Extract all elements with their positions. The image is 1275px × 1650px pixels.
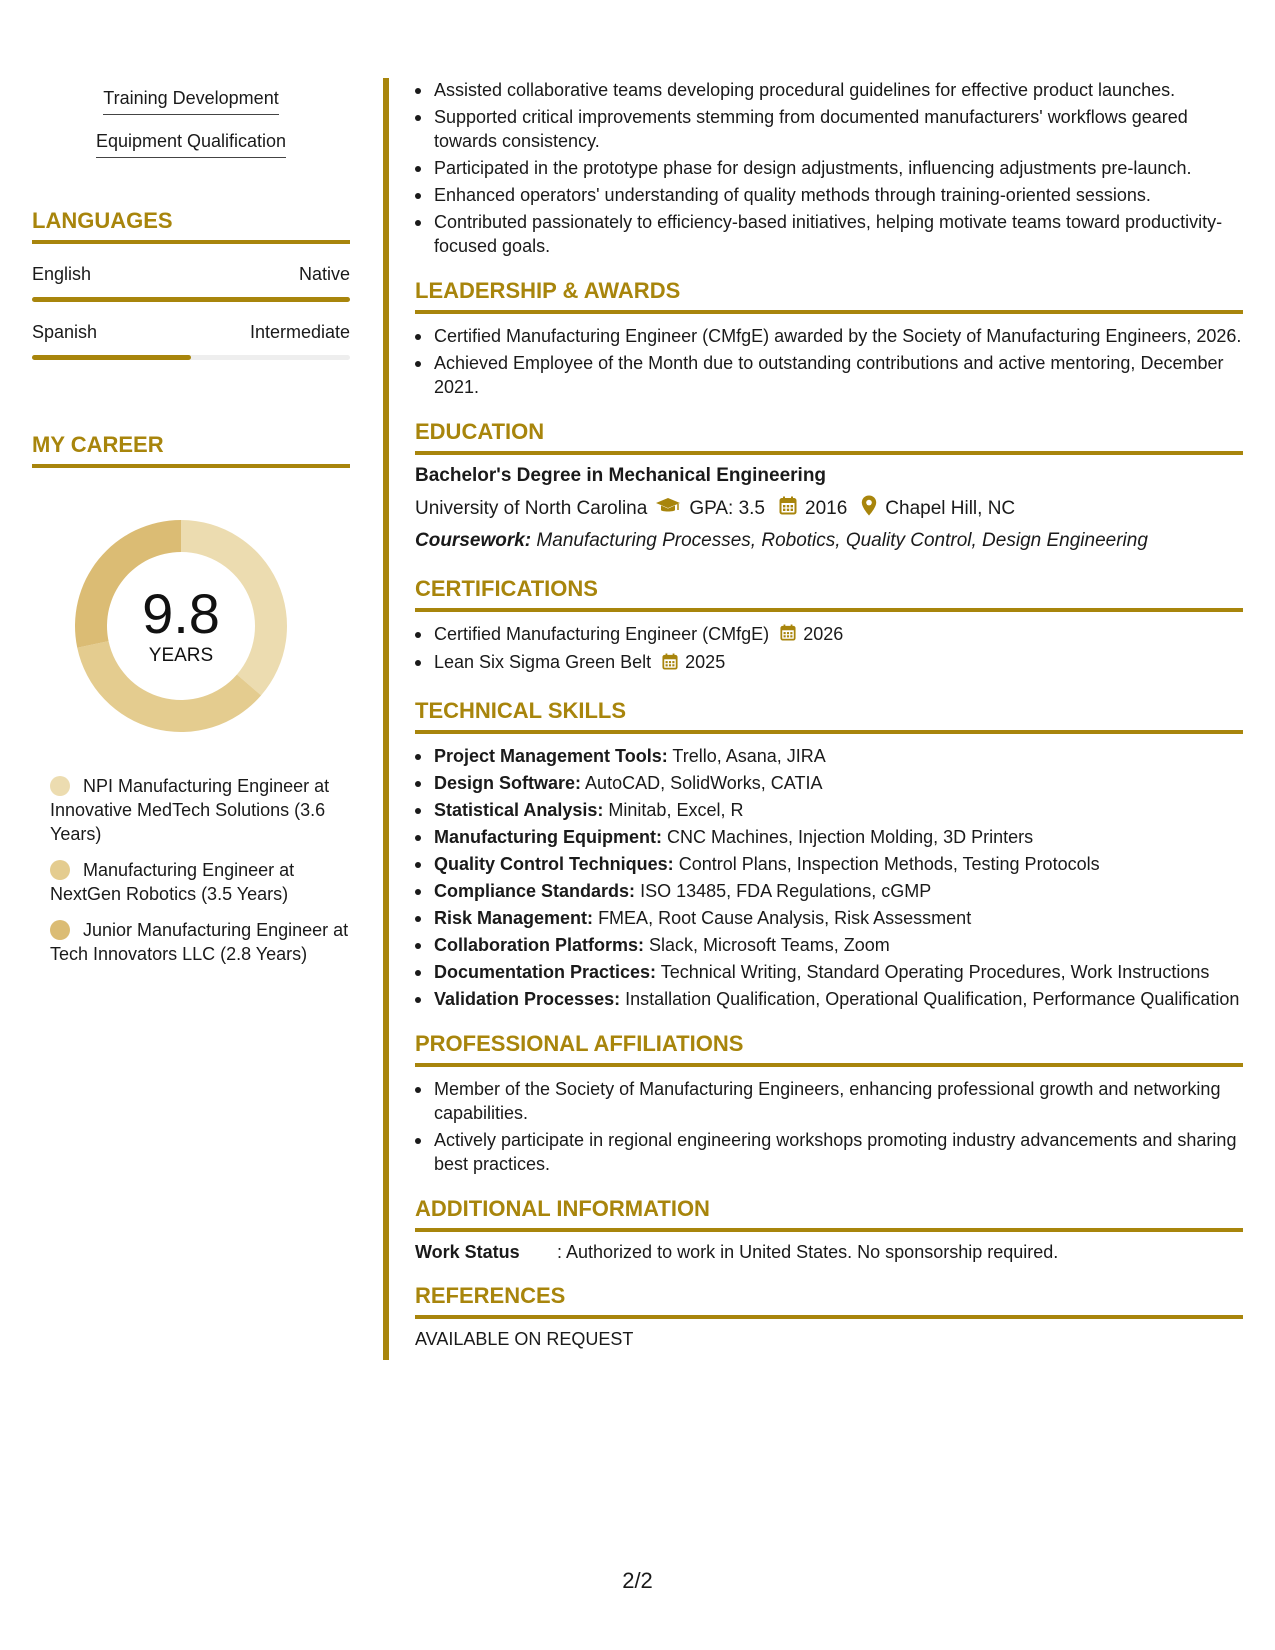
work-status-label: Work Status (415, 1241, 520, 1262)
language-item (32, 322, 350, 360)
additional-info-heading: ADDITIONAL INFORMATION (415, 1196, 1243, 1232)
language-proficiency-bar (32, 355, 350, 360)
affiliations-list (415, 1077, 1243, 1176)
skill-item (415, 744, 1243, 768)
skill-item (415, 798, 1243, 822)
skill-label: Design Software: (434, 772, 582, 793)
experience-bullet: Supported critical improvements stemming from documented manufacturers' workflows geared towards consistency. (415, 105, 1243, 153)
skill-value: Slack, Microsoft Teams, Zoom (649, 934, 890, 955)
skill-label: Risk Management: (434, 907, 594, 928)
leadership-list (415, 324, 1243, 399)
legend-dot (50, 776, 70, 796)
skill-value: FMEA, Root Cause Analysis, Risk Assessment (598, 907, 972, 928)
leadership-heading: LEADERSHIP & AWARDS (415, 278, 1243, 314)
right-column (383, 78, 1243, 1360)
calendar-icon (662, 652, 678, 676)
leadership-item: Achieved Employee of the Month due to outstanding contributions and active mentoring, December 2021. (415, 351, 1243, 399)
skill-value: Control Plans, Inspection Methods, Testing Protocols (678, 853, 1100, 874)
career-total-value: 9.8 (142, 582, 220, 645)
skill-item (415, 771, 1243, 795)
certification-item (415, 622, 1243, 647)
skill-value: AutoCAD, SolidWorks, CATIA (585, 772, 823, 793)
languages-heading: LANGUAGES (32, 208, 350, 244)
certifications-list (415, 622, 1243, 676)
coursework-text: Manufacturing Processes, Robotics, Quality Control, Design Engineering (536, 530, 1148, 551)
certification-year: 2025 (685, 652, 726, 673)
skill-value: ISO 13485, FDA Regulations, cGMP (640, 880, 932, 901)
career-legend-text: Junior Manufacturing Engineer at Tech Innovators LLC (2.8 Years) (50, 920, 349, 964)
skill-label: Manufacturing Equipment: (434, 826, 662, 847)
map-pin-icon (861, 495, 877, 522)
career-heading: MY CAREER (32, 432, 350, 468)
career-legend-text: Manufacturing Engineer at NextGen Robotics (3.5 Years) (50, 860, 295, 904)
experience-bullets (415, 78, 1243, 258)
language-proficiency-fill (32, 355, 191, 360)
experience-bullet: Participated in the prototype phase for design adjustments, influencing adjustments pre-launch. (415, 156, 1243, 180)
certification-name: Certified Manufacturing Engineer (CMfgE) (434, 624, 770, 644)
certification-name: Lean Six Sigma Green Belt (434, 652, 652, 673)
technical-skills-heading: TECHNICAL SKILLS (415, 698, 1243, 734)
skill-value: Trello, Asana, JIRA (672, 745, 826, 766)
language-name: English (32, 264, 92, 284)
experience-bullet: Enhanced operators' understanding of quality methods through training-oriented sessions. (415, 183, 1243, 207)
education-location: Chapel Hill, NC (885, 497, 1016, 519)
skill-tag: Training Development (103, 88, 278, 115)
skill-item (415, 906, 1243, 930)
language-item (32, 264, 350, 302)
left-column (32, 78, 350, 978)
experience-bullet: Assisted collaborative teams developing procedural guidelines for effective product launches. (415, 78, 1243, 102)
technical-skills-list (415, 744, 1243, 1011)
legend-dot (50, 860, 70, 880)
skill-label: Project Management Tools: (434, 745, 668, 766)
language-proficiency-fill (32, 297, 350, 302)
language-name: Spanish (32, 322, 98, 342)
education-heading: EDUCATION (415, 419, 1243, 455)
language-level: Intermediate (249, 322, 350, 342)
experience-bullet: Contributed passionately to efficiency-based initiatives, helping motivate teams toward productivity-focused goals. (415, 210, 1243, 258)
skill-tags (32, 78, 350, 164)
affiliation-item: Member of the Society of Manufacturing Engineers, enhancing professional growth and networking capabilities. (415, 1077, 1243, 1125)
skill-item (415, 879, 1243, 903)
graduation-cap-icon (655, 497, 681, 521)
work-status-value: : Authorized to work in United States. No sponsorship required. (557, 1241, 1059, 1262)
language-level: Native (298, 264, 350, 284)
skill-value: Technical Writing, Standard Operating Procedures, Work Instructions (660, 961, 1210, 982)
career-donut-chart (67, 512, 295, 740)
education-year: 2016 (805, 497, 848, 519)
education-school: University of North Carolina (415, 497, 648, 519)
skill-label: Validation Processes: (434, 988, 621, 1009)
skill-value: Minitab, Excel, R (608, 799, 744, 820)
certifications-heading: CERTIFICATIONS (415, 576, 1243, 612)
page-number: 2/2 (622, 1568, 653, 1593)
skill-item (415, 987, 1243, 1011)
references-heading: REFERENCES (415, 1283, 1243, 1319)
certification-year: 2026 (803, 624, 844, 644)
leadership-item: Certified Manufacturing Engineer (CMfgE) awarded by the Society of Manufacturing Engineers, 2026. (415, 324, 1243, 348)
career-legend-item (50, 774, 350, 846)
skill-value: CNC Machines, Injection Molding, 3D Printers (667, 826, 1034, 847)
career-legend-item (50, 858, 350, 906)
skill-tag: Equipment Qualification (96, 131, 286, 158)
skill-item (415, 825, 1243, 849)
affiliations-heading: PROFESSIONAL AFFILIATIONS (415, 1031, 1243, 1067)
calendar-icon (779, 496, 797, 521)
career-total-unit: YEARS (148, 645, 214, 666)
education-coursework (415, 530, 1243, 552)
career-legend (32, 774, 350, 966)
education-details (415, 495, 1243, 522)
skill-value: Installation Qualification, Operational Qualification, Performance Qualification (625, 988, 1240, 1009)
skill-label: Collaboration Platforms: (434, 934, 645, 955)
coursework-label: Coursework: (415, 530, 532, 551)
work-status-row (415, 1242, 1243, 1263)
education-degree: Bachelor's Degree in Mechanical Engineering (415, 465, 827, 486)
language-proficiency-bar (32, 297, 350, 302)
references-text: AVAILABLE ON REQUEST (415, 1328, 634, 1349)
skill-item (415, 960, 1243, 984)
education-gpa: GPA: 3.5 (689, 497, 765, 519)
legend-dot (50, 920, 70, 940)
career-legend-item (50, 918, 350, 966)
calendar-icon (780, 623, 796, 647)
skill-item (415, 852, 1243, 876)
skill-label: Quality Control Techniques: (434, 853, 674, 874)
skill-label: Statistical Analysis: (434, 799, 604, 820)
certification-item (415, 650, 1243, 675)
affiliation-item: Actively participate in regional engineering workshops promoting industry advancements and sharing best practices. (415, 1128, 1243, 1176)
skill-label: Compliance Standards: (434, 880, 636, 901)
skill-label: Documentation Practices: (434, 961, 657, 982)
skill-item (415, 933, 1243, 957)
career-legend-text: NPI Manufacturing Engineer at Innovative MedTech Solutions (3.6 Years) (50, 776, 330, 844)
